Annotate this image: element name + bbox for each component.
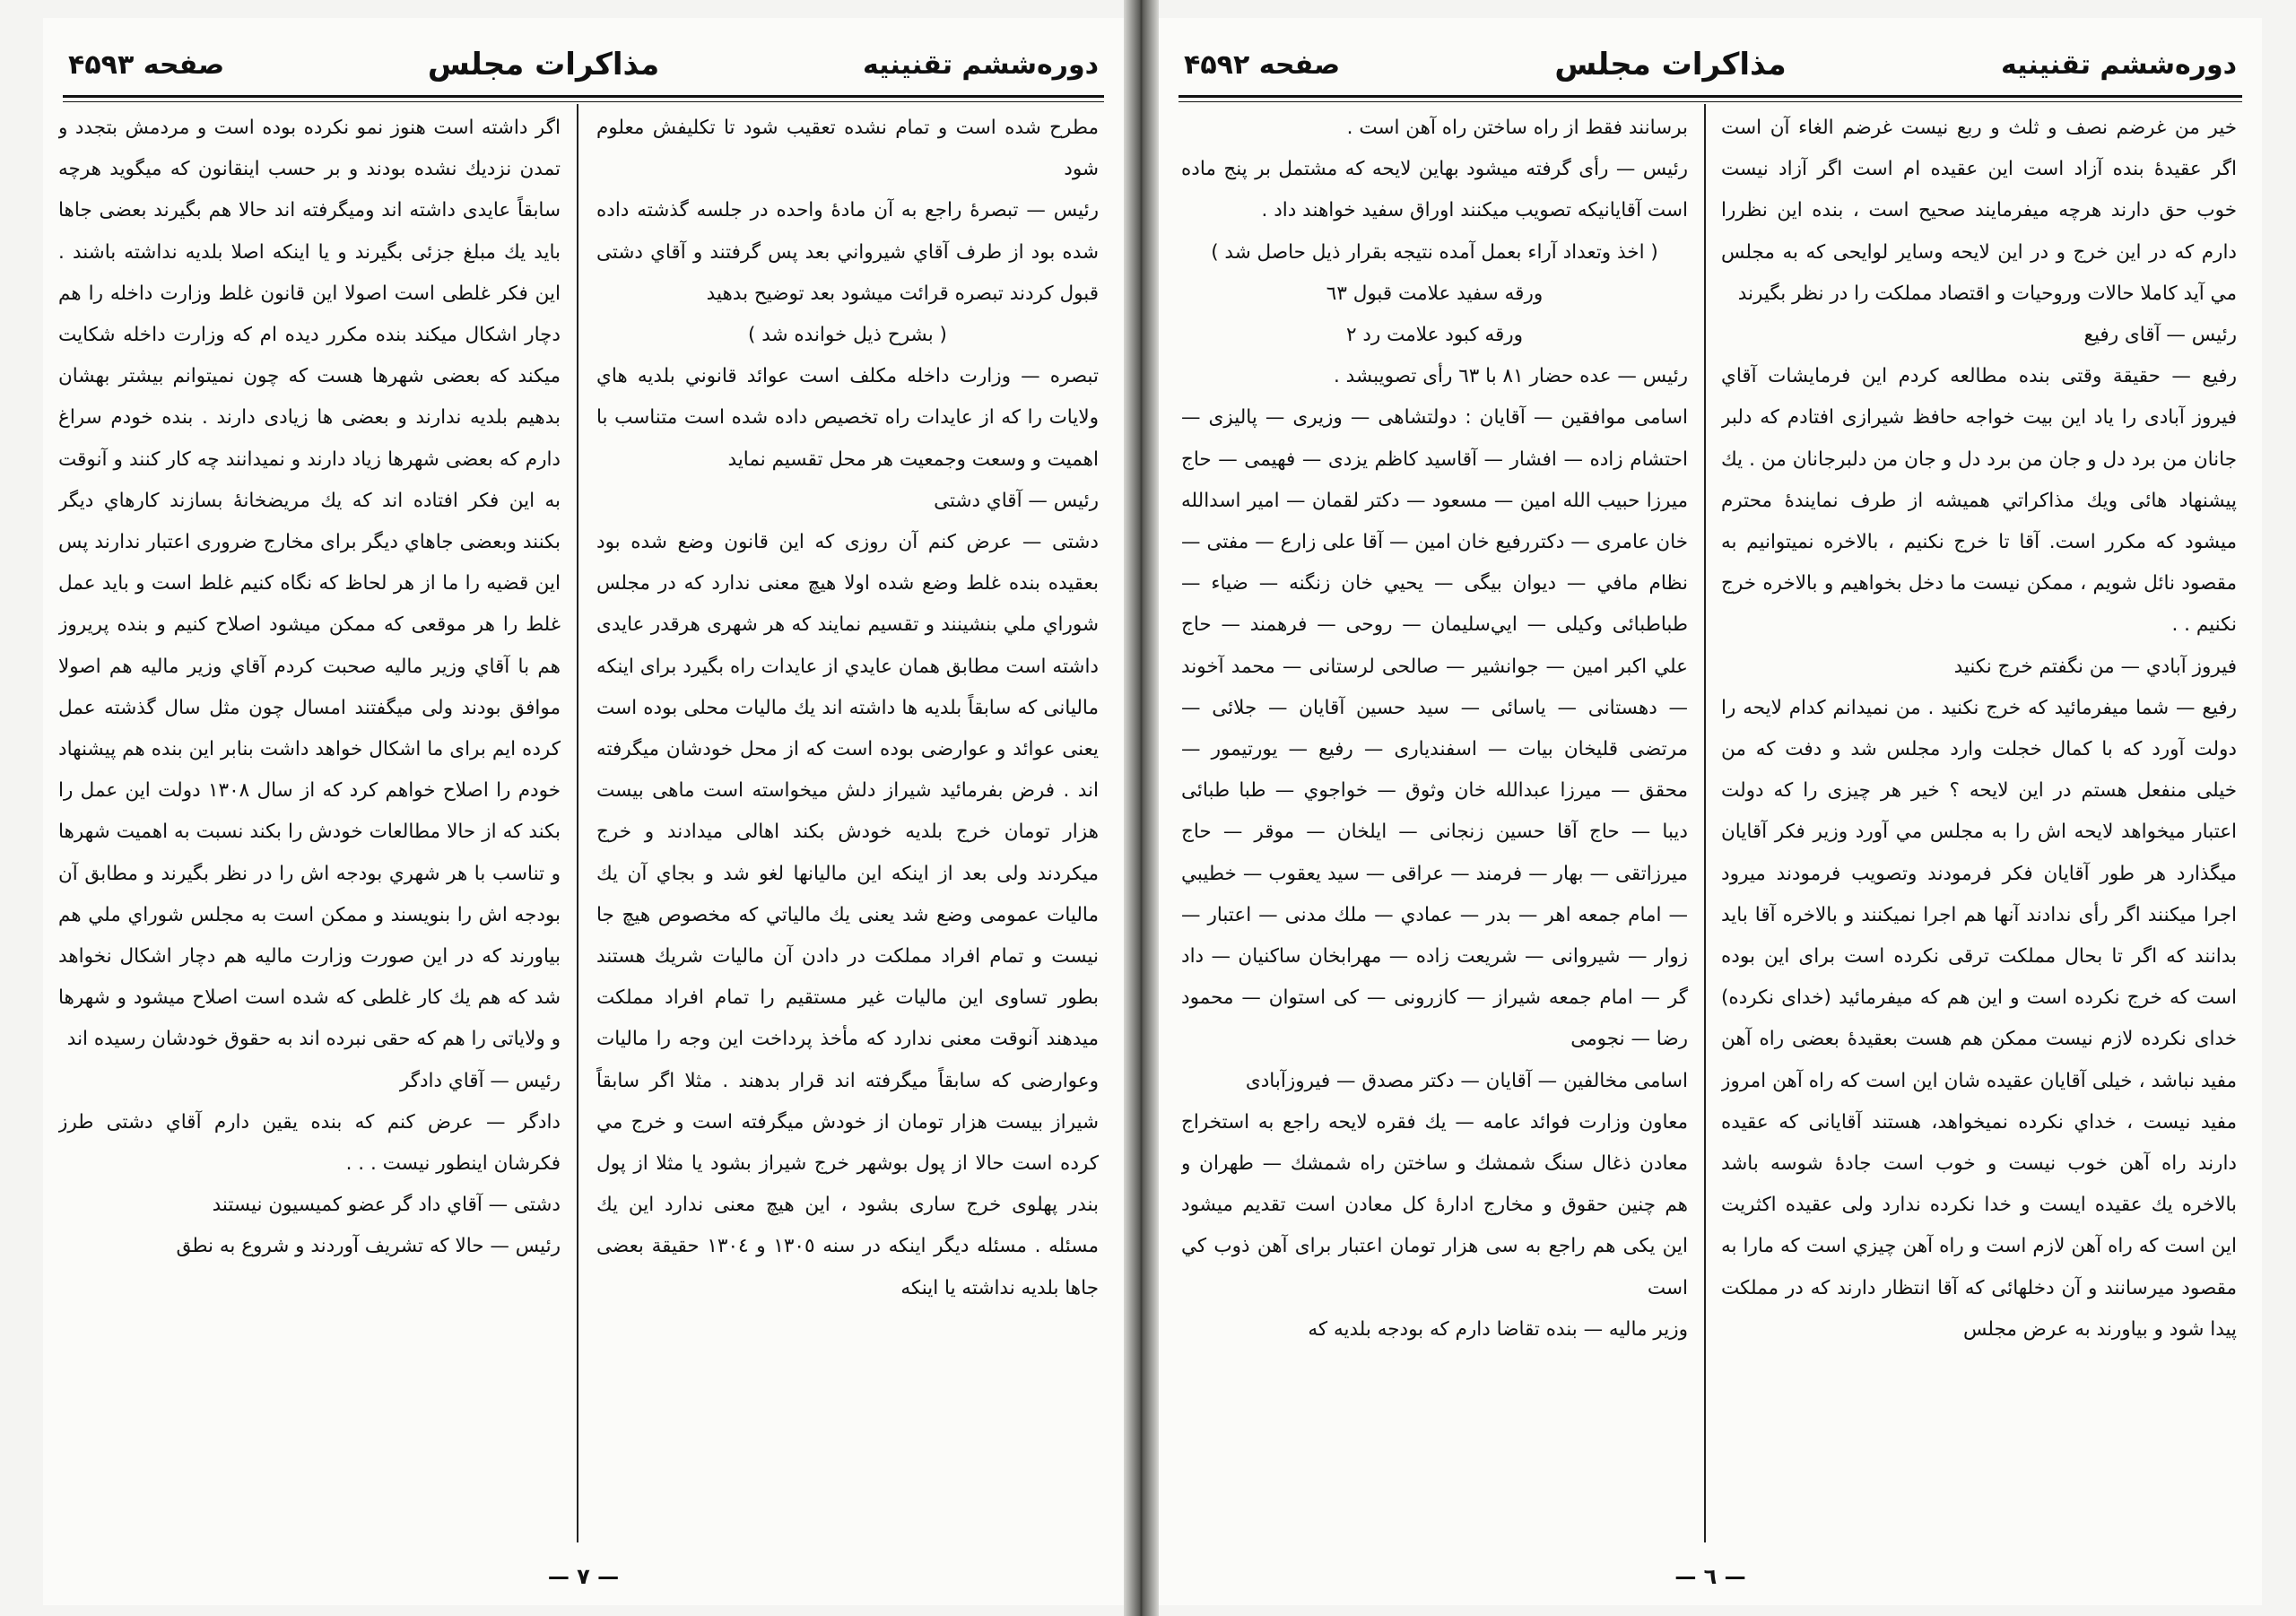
paragraph: رئيس — تبصرهٔ راجع به آن مادهٔ واحده در جلسه گذشته داده شده بود از طرف آقاي شيرواني بعد پس گرفتند و آقاي دشتى قبول كردند تبصره قرائت ميشود بعد توضيح بدهيد <box>596 199 1099 305</box>
paragraph: دشتى — آقاي داد گر عضو كميسيون نيستند <box>212 1194 561 1217</box>
paragraph: رئيس — آقاى رفيع <box>2083 324 2237 347</box>
left-column-divider <box>577 104 578 1542</box>
left-page-header <box>68 38 1099 91</box>
left-page-column-2 <box>58 108 561 1544</box>
paragraph: اگر داشته است هنوز نمو نكرده بوده است و مردمش بتجدد و تمدن نزديك نشده بودند و بر حسب اينقانون كه ميگويد هرچه سابقاً عايدى داشته اند وميگرفته اند حالا هم بگيرند بعضى جاها بايد يك مبلغ جزئى بگيرند و يا اينكه اصلا بلديه نداشته باشند . اين فكر غلطى است اصولا اين قانون غلط وزارت داخله را هم دچار اشكال ميكند بنده مكرر ديده ام كه وزارت داخله شكايت ميكند كه بعضى شهرها هست كه چون نميتوانم بيشتر بهشان بدهيم بلديه ندارند و بعضى ها زيادى دارند . بنده خودم سراغ دارم كه بعضى شهرها زياد دارند و نميدانند چه كار كنند و آنوقت به اين فكر افتاده اند كه يك مريضخانهٔ بسازند كارهاي ديگر بكنند وبعضى جاهاي ديگر براى مخارج ضرورى اعتبار ندارند پس اين قضيه را ما از هر لحاظ كه نگاه كنيم غلط است و بايد عمل غلط را هر موقعى كه ممكن ميشود اصلاح كنيم و بنده پريروز هم با آقاي وزير ماليه صحبت كردم آقاي وزير ماليه هم اصولا موافق بودند ولى ميگفتند امسال چون مثل سال گذشته عمل كرده ايم براى ما اشكال خواهد داشت بنابر اين بنده هم پيشنهاد خودم را اصلاح خواهم كرد كه از سال ١٣٠٨ دولت اين عمل را بكند كه از حالا مطالعات خودش را بكند نسبت به اهميت شهرها و تناسب با هر شهري بودجه اش را در نظر بگيرند و مطابق آن بودجه اش را بنويسند و ممكن است به مجلس شوراي ملي هم بياورند كه در اين صورت وزارت ماليه هم دچار اشكال نخواهد شد كه هم يك كار غلطى كه شده است اصلاح ميشود و شهرها و ولاياتى را هم كه حقى نبرده اند به حقوق خودشان رسيده اند <box>58 117 561 1051</box>
paragraph: رئيس — حالا كه تشريف آوردند و شروع به نطق <box>176 1235 561 1258</box>
right-header-session: دوره‌ششم تقنينيه <box>2000 48 2237 81</box>
paragraph: ورقه كبود علامت رد ٢ <box>1345 324 1524 347</box>
right-header-title: مذاكرات مجلس <box>1554 47 1787 83</box>
paragraph: دشتى — عرض كنم آن روزى كه اين قانون وضع شده بود بعقيده بنده غلط وضع شده اولا هيچ معنى ندارد كه در مجلس شوراي ملي بنشينند و تقسيم نمايند كه هر شهرى هرقدر عايدى داشته است مطابق همان عايدي از عايدات راه بگيرد براى اينكه ماليانى كه سابقاً بلديه ها داشته اند يك ماليات محلى بوده است يعنى عوائد و عوارضى بوده است كه از محل خودشان ميگرفته اند . فرض بفرمائيد شيراز دلش ميخواسته است ماهى بيست هزار تومان خرج بلديه خودش بكند اهالى ميدادند و خرج ميكردند ولى بعد از اينكه اين ماليانها لغو شد و بجاي آن يك ماليات عمومى وضع شد يعنى يك مالياتي كه مخصوص هيچ جا نيست و تمام افراد مملكت در دادن آن ماليات شريك هستند بطور تساوى اين ماليات غير مستقيم را تمام افراد مملكت ميدهند آنوقت معنى ندارد كه مأخذ پرداخت اين وجه را ماليات وعوارضى كه سابقاً ميگرفته اند قرار بدهند . مثلا اگر سابقاً شيراز بيست هزار تومان از خودش ميگرفته است و خرج مي كرده است حالا از پول بوشهر خرج شيراز بشود يا مثلا از پول بندر پهلوى خرج سارى بشود ، اين هيچ معنى ندارد اين يك مسئله . مسئله ديگر اينكه در سنه ١٣٠٥ و ١٣٠٤ حقيقة بعضى جاها بلديه نداشته يا اينكه <box>596 531 1099 1299</box>
paragraph: رئيس — آقاي دشتى <box>934 489 1099 512</box>
paragraph: رئيس — آقاي دادگر <box>399 1069 561 1092</box>
left-header-session: دوره‌ششم تقنينيه <box>862 48 1099 81</box>
left-page-column-1 <box>596 108 1099 1544</box>
paragraph: دادگر — عرض كنم كه بنده يقين دارم آقاي دشتى طرز فكرشان اينطور نيست . . . <box>58 1110 561 1176</box>
paragraph: معاون وزارت فوائد عامه — يك فقره لايحه راجع به استخراج معادن ذغال سنگ شمشك و ساختن راه شمشك — طهران و هم چنين حقوق و مخارج ادارهٔ كل معادن است تقديم ميشود اين يكى هم راجع به سى هزار تومان اعتبار براى آهن ذوب كي است <box>1181 1110 1688 1299</box>
paragraph: ( بشرح ذيل خوانده شد ) <box>748 324 947 347</box>
paragraph: رئيس — عده حضار ٨١ با ٦٣ رأى تصويبشد . <box>1334 365 1688 388</box>
right-page <box>1159 18 2262 1605</box>
paragraph: رفيع — حقيقة وقتى بنده مطالعه كردم اين فرمايشات آقاي فيروز آبادى را ياد اين بيت خواجه حافظ شيرازى افتادم كه دلبر جانان من برد دل و جان من برد دل و جان من دلبرجانان من . يك پيشنهاد هائى ويك مذاكراتي هميشه از طرف نمايندهٔ محترم ميشود كه مكرر است. آقا تا خرج نكنيم ، بالاخره نميتوانيم به مقصود نائل شويم ، ممكن نيست ما دخل بخواهيم و بالاخره خرج نكنيم . . <box>1721 365 2237 637</box>
paragraph: اسامى موافقين — آقايان : دولتشاهى — وزيرى — پاليزى — احتشام زاده — افشار — آقاسيد كاظم يزدى — فهيمى — حاج ميرزا حبيب الله امين — مسعود — دكتر لقمان — امير اسدالله خان عامرى — دكتررفيع خان امين — آقا على زارع — مفتى — نظام مافي — ديوان بيگى — يحيي خان زنگنه — ضياء — طباطبائى وكيلى — ايي‌سليمان — روحى — فرهمند — حاج علي اكبر امين — جوانشير — صالحى لرستانى — محمد آخوند — دهستانى — ياسائى — سيد حسين آقايان — جلائى — مرتضى قليخان بيات — اسفنديارى — رفيع — يورتيمور — محقق — ميرزا عبدالله خان وثوق — خواجوي — طبا طبائى ديبا — حاج آقا حسين زنجانى — ايلخان — موقر — حاج ميرزاتقى — بهار — فرمند — عراقى — سيد يعقوب — خطيبي — امام جمعه اهر — بدر — عمادي — ملك مدنى — اعتبار — زوار — شيروانى — شريعت زاده — مهرابخان ساكنيان — داد گر — امام جمعه شيراز — كازرونى — كى استوان — محمود رضا — نجومى <box>1181 406 1688 1051</box>
left-header-page-number: صفحه ۴۵۹۳ <box>68 48 225 81</box>
left-header-rule <box>63 95 1104 102</box>
paragraph: تبصره — وزارت داخله مكلف است عوائد قانوني بلديه هاي ولايات را كه از عايدات راه تخصيص داده شده است متناسب با اهميت و وسعت وجمعيت هر محل تقسيم نمايد <box>596 365 1099 471</box>
paragraph: مطرح شده است و تمام نشده تعقيب شود تا تكليفش معلوم شود <box>596 117 1099 181</box>
paragraph: ورقه سفيد علامت قبول ٦٣ <box>1326 282 1544 305</box>
right-column-divider <box>1704 104 1706 1542</box>
paragraph: ( اخذ وتعداد آراء بعمل آمده نتيجه بقرار ذيل حاصل شد ) <box>1211 240 1658 264</box>
paragraph: اسامى مخالفين — آقايان — دكتر مصدق — فيروزآبادى <box>1245 1069 1688 1092</box>
right-header-page-number: صفحه ۴۵۹۲ <box>1184 48 1341 81</box>
left-page-footer: — ٧ — <box>547 1564 620 1589</box>
right-page-header <box>1184 38 2237 91</box>
left-header-title: مذاكرات مجلس <box>427 47 660 83</box>
right-header-rule <box>1178 95 2242 102</box>
paragraph: رفيع — شما ميفرمائيد كه خرج نكنيد . من نميدانم كدام لايحه را دولت آورد كه با كمال خجلت وارد مجلس شد و دفت كه من خيلى منفعل هستم در اين لايحه ؟ خير هر چيزى را كه دولت اعتبار ميخواهد لايحه اش را به مجلس مي آورد وزير فكر آقايان ميگذارد هر طور آقايان فكر فرمودند وتصويب فرمودند ميرود اجرا ميكنند اگر رأى ندادند آنها هم اجرا نميكنند و بالاخره آقا بايد بدانند كه اگر تا بحال مملكت ترقى نكرده است براى اين بوده است كه خرج نكرده است و اين هم كه ميفرمائيد (خداى نكرده) خداى نكرده لازم نيست ممكن هم هست بعقيدهٔ بعضى راه آهن مفيد نباشد ، خيلى آقايان عقيده شان اين است كه راه آهن امروز مفيد نيست ، خداي نكرده نميخواهد، هستند آقايانى كه عقيده دارند راه آهن خوب نيست و خوب است جادهٔ شوسه باشد بالاخره يك عقيده ايست و خدا نكرده ندارد ولى عقيده اكثريت اين است كه راه آهن لازم است و راه آهن چيزي است كه مارا به مقصود ميرسانند و آن دخلهائى كه آقا انتظار دارند كه در مملكت پيدا شود و بياورند به عرض مجلس <box>1721 696 2237 1341</box>
paragraph: رئيس — رأى گرفته ميشود بهاين لايحه كه مشتمل بر پنج ماده است آقايانيكه تصويب ميكنند اوراق سفيد خواهند داد . <box>1181 158 1688 222</box>
paragraph: وزير ماليه — بنده تقاضا دارم كه بودجه بلديه كه <box>1308 1317 1688 1341</box>
paragraph: فيروز آبادي — من نگفتم خرج نكنيد <box>1953 655 2237 678</box>
right-page-footer: — ٦ — <box>1674 1564 1746 1589</box>
right-page-column-2 <box>1181 108 1688 1544</box>
paragraph: برسانند فقط از راه ساختن راه آهن است . <box>1346 117 1688 139</box>
book-gutter <box>1124 0 1159 1616</box>
right-page-column-1 <box>1721 108 2237 1544</box>
paragraph: خير من غرضم نصف و ثلث و ربع نيست غرضم الغاء آن است اگر عقيدهٔ بنده آزاد است اين عقيده ام است اگر آزاد نيست خوب حق دارند هرچه ميفرمايند صحيح است ، بنده اين نظررا دارم كه در اين خرج و در اين لايحه وساير لوايحى كه به مجلس مي آيد كاملا حالات وروحيات و اقتصاد مملكت را در نظر بگيرند <box>1721 117 2237 305</box>
left-page <box>43 18 1124 1605</box>
